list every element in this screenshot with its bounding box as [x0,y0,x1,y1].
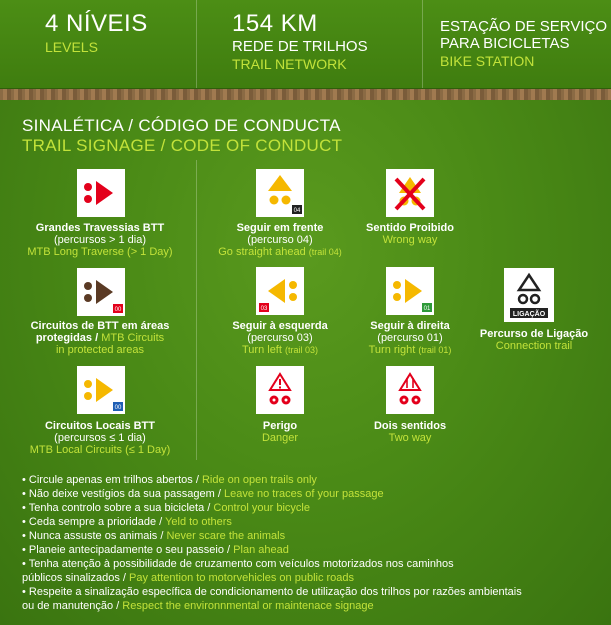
trails-label-pt: REDE DE TRILHOS [232,38,368,55]
rule-item: • Circule apenas em trilhos abertos / Ride on open trails only [22,474,317,486]
rule-item: públicos sinalizados / Pay attention to motorvehicles on public roads [22,572,355,584]
two-way-sign-icon [386,366,434,414]
svg-text:01: 01 [423,306,431,312]
rule-item: • Tenha controlo sobre a sua bicicleta / Control your bicycle [22,502,310,514]
protected-circuits-label: Circuitos de BTT em áreas protegidas / MTB Circuits in protected areas [30,320,170,356]
station-label-en: BIKE STATION [440,53,535,69]
protected-circuits-sign-icon [77,268,125,316]
header-divider [422,0,423,88]
svg-text:03: 03 [260,306,268,312]
svg-text:04: 04 [293,208,301,214]
trails-value: 154 KM [232,10,318,37]
straight-ahead-label: Seguir em frente (percurso 04) Go straight ahead (trail 04) [218,222,342,258]
rule-item: ou de manutenção / Respect the environnmental or maintenace signage [22,600,374,612]
svg-text:LIGAÇÃO: LIGAÇÃO [512,311,546,318]
header-divider [196,0,197,88]
connection-trail-sign-icon [504,268,554,322]
header-bar [0,0,611,89]
long-traverse-sign-icon [77,169,125,217]
rule-item: • Planeie antecipadamente o seu passeio / Plan ahead [22,544,289,556]
rule-item: • Tenha atenção à possibilidade de cruzamento com veículos motorizados nos caminhos [22,558,454,570]
station-label-pt1: ESTAÇÃO DE SERVIÇO [440,18,607,35]
local-circuits-sign-icon [77,366,125,414]
turn-left-sign-icon [256,267,304,315]
trails-label-en: TRAIL NETWORK [232,56,347,72]
station-label-pt2: PARA BICICLETAS [440,35,570,52]
wood-strip [0,89,611,100]
svg-text:00: 00 [114,307,122,313]
station-block [440,18,607,70]
rule-item: • Nunca assuste os animais / Never scare the animals [22,530,286,542]
rule-item: • Respeite a sinalização específica de condicionamento de utilização dos trilhos por razões ambientais [22,586,522,598]
levels-value: 4 NÍVEIS [45,10,148,37]
wrong-way-label: Sentido Proibido Wrong way [366,222,454,246]
local-circuits-label: Circuitos Locais BTT (percursos ≤ 1 dia) MTB Local Circuits (≤ 1 Day) [29,420,171,456]
danger-label: Perigo Danger [261,420,299,444]
connection-trail-label: Percurso de Ligação Connection trail [479,328,589,352]
section-title-pt: SINALÉTICA / CÓDIGO DE CONDUCTA [22,116,341,135]
svg-text:00: 00 [114,405,122,411]
straight-ahead-sign-icon [256,169,304,217]
turn-right-label: Seguir à direita (percurso 01) Turn right (trail 01) [368,320,452,356]
code-of-conduct-list [22,473,522,613]
column-divider [196,160,197,460]
levels-block [45,10,148,56]
long-traverse-label: Grandes Travessias BTT (percursos > 1 dia) MTB Long Traverse (> 1 Day) [27,222,173,258]
rule-item: • Não deixe vestígios da sua passagem / Leave no traces of your passage [22,488,384,500]
section-title-en: TRAIL SIGNAGE / CODE OF CONDUCT [22,136,343,155]
wrong-way-sign-icon [386,169,434,217]
turn-left-label: Seguir à esquerda (percurso 03) Turn left (trail 03) [232,320,328,356]
two-way-label: Dois sentidos Two way [373,420,447,444]
levels-label: LEVELS [45,39,98,55]
section-heading [22,116,342,156]
rule-item: • Ceda sempre a prioridade / Yeld to others [22,516,232,528]
danger-sign-icon [256,366,304,414]
turn-right-sign-icon [386,267,434,315]
trails-block [232,10,368,73]
